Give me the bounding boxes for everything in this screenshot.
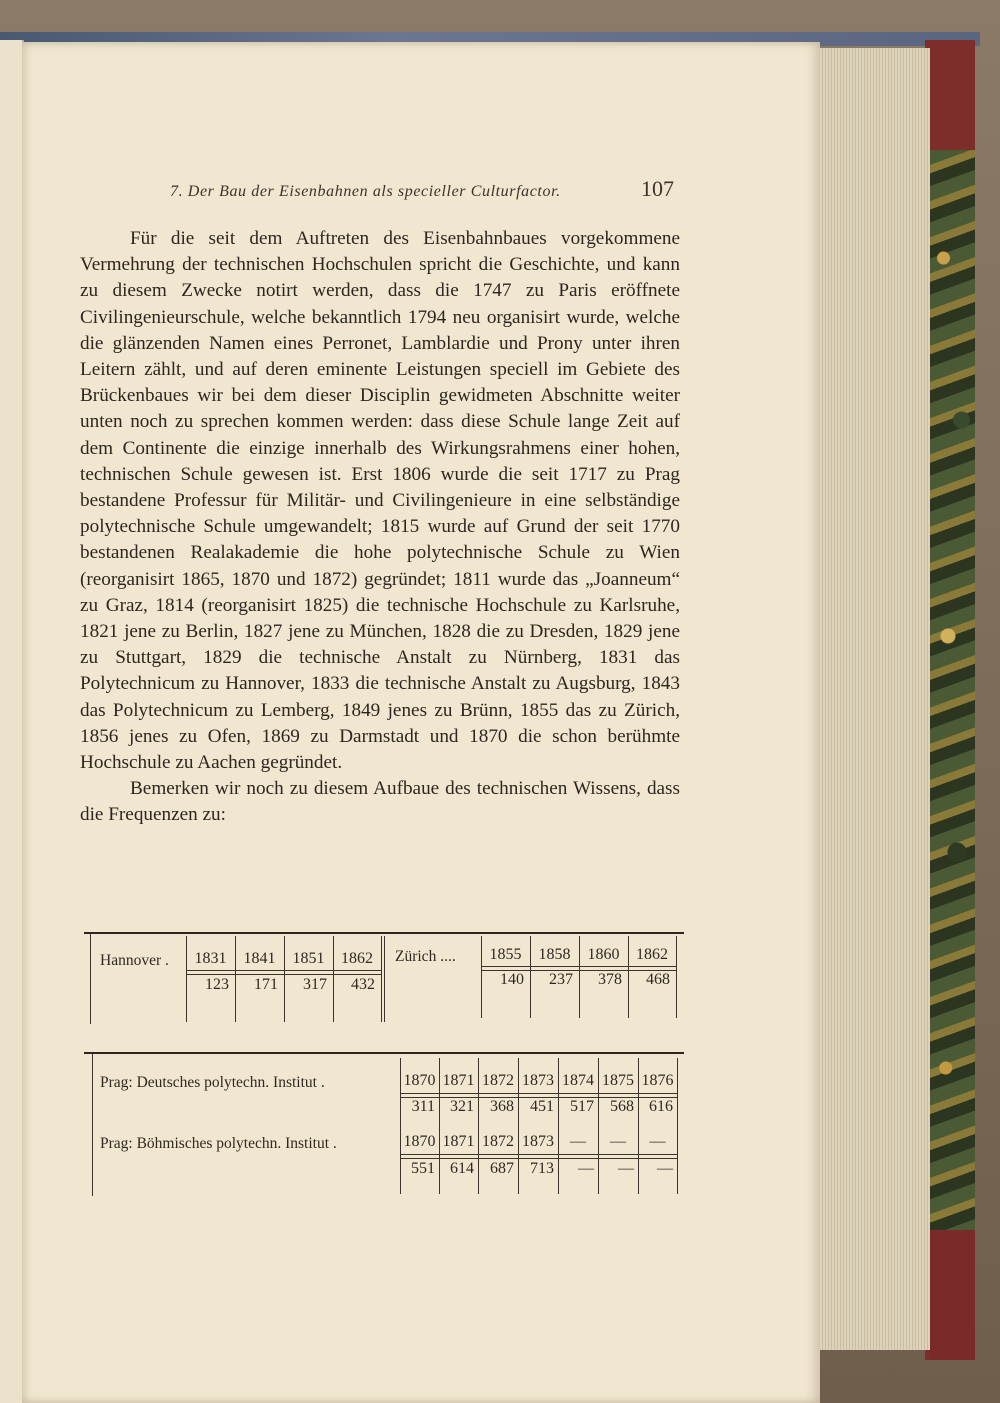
running-head: 7. Der Bau der Eisenbahnen als specieller Culturfactor.	[170, 183, 561, 200]
zuerich-value: 237	[549, 971, 573, 988]
paragraph-1: Für die seit dem Auftreten des Eisenbahnbaues vorgekommene Vermehrung der technischen Hochschulen spricht die Geschichte, und kann zu diesem Zwecke notirt werden, dass die 1747 zu Paris eröffnete Civilingenieurschule, welche bekanntlich 1794 neu organisirt wurde, welche die glänzenden Namen eines Perronet, Lamblardie und Prony unter ihren Leitern zählt, und auf deren eminente Leistungen speciell im Gebiete des Brückenbaues wir bei dem dieser Disciplin gewidmeten Abschnitte weiter unten noch zu sprechen kommen werden: dass diese Schule lange Zeit auf dem Continente die einzige innerhalb des Wirkungsrahmens einer hohen, technischen Schule gewesen ist. Erst 1806 wurde die seit 1717 zu Prag bestandene Professur für Militär- und Civilingenieure in eine selbständige polytechnische Schule umgewandelt; 1815 wurde auf Grund der seit 1770 bestandenen Realakademie die hohe polytechnische Schule zu Wien (reorganisirt 1865, 1870 und 1872) gegründet; 1811 wurde das „Joanneum“ zu Graz, 1814 (reorganisirt 1825) die technische Hochschule zu Karlsruhe, 1821 jene zu Berlin, 1827 jene zu München, 1828 die zu Dresden, 1829 jene zu Stuttgart, 1829 die technische Anstalt zu Nürnberg, 1831 das Polytechnicum zu Hannover, 1833 die technische Anstalt zu Augsburg, 1843 das Polytechnicum zu Lemberg, 1849 jenes zu Brünn, 1855 das zu Zürich, 1856 jenes zu Ofen, 1869 zu Darmstadt und 1870 die schon berühmte Hochschule zu Aachen gegründet.	[80, 228, 680, 774]
zuerich-year: 1858	[538, 946, 571, 963]
prag-value: 551	[411, 1160, 435, 1177]
paragraph-2: Bemerken wir noch zu diesem Aufbaue des technischen Wissens, dass die Frequenzen zu:	[80, 778, 680, 826]
hannover-value: 171	[254, 976, 278, 993]
hannover-value: 432	[351, 976, 375, 993]
zuerich-column-rule	[676, 936, 677, 1018]
zuerich-label: Zürich ....	[395, 948, 456, 965]
prag-value: 687	[490, 1160, 514, 1177]
prag-value: 713	[530, 1160, 554, 1177]
prag-year: —	[570, 1133, 586, 1150]
prag-value: 451	[530, 1098, 554, 1115]
table1-left-border	[90, 934, 91, 1024]
page-number: 107	[641, 176, 674, 201]
table1-top-rule	[84, 932, 684, 934]
zuerich-double-rule	[481, 966, 676, 971]
hannover-year: 1831	[194, 950, 227, 967]
prag-value: 321	[450, 1098, 474, 1115]
hannover-label: Hannover .	[100, 952, 169, 969]
zuerich-column-rule	[530, 936, 531, 1018]
body-text	[80, 226, 680, 829]
zuerich-value: 140	[500, 971, 524, 988]
hannover-double-rule	[186, 970, 381, 975]
prag-year: 1871	[442, 1133, 475, 1150]
prag-year: 1876	[641, 1072, 674, 1089]
hannover-year: 1841	[243, 950, 276, 967]
zuerich-year: 1862	[636, 946, 668, 963]
marbled-endpaper	[930, 150, 975, 1230]
prag-column-rule	[558, 1058, 559, 1194]
zuerich-value: 378	[598, 971, 622, 988]
prag-column-rule	[598, 1058, 599, 1194]
prag-value: 368	[490, 1098, 514, 1115]
table2-left-border	[92, 1054, 93, 1196]
prag-row-label: Prag: Böhmisches polytechn. Institut .	[100, 1135, 337, 1152]
prag-year: 1875	[602, 1072, 634, 1089]
table2-top-rule	[84, 1052, 684, 1054]
table1-divider	[384, 936, 385, 1022]
prag-year: 1873	[522, 1133, 554, 1150]
prag-column-rule	[638, 1058, 639, 1194]
prag-year: 1870	[403, 1072, 436, 1089]
prag-year: 1872	[482, 1072, 514, 1089]
prag-year: 1870	[403, 1133, 436, 1150]
prag-year: 1873	[522, 1072, 554, 1089]
prag-value: 616	[649, 1098, 673, 1115]
prag-row-label: Prag: Deutsches polytechn. Institut .	[100, 1074, 325, 1091]
hannover-column-rule	[186, 936, 187, 1022]
hannover-column-rule	[284, 936, 285, 1022]
prag-double-rule	[400, 1154, 677, 1159]
hannover-year: 1862	[341, 950, 373, 967]
prag-year: 1872	[482, 1133, 514, 1150]
hannover-column-rule	[235, 936, 236, 1022]
prag-year: 1871	[442, 1072, 475, 1089]
prag-value: —	[657, 1160, 673, 1177]
prag-value: 517	[570, 1098, 594, 1115]
zuerich-year: 1855	[489, 946, 522, 963]
prag-value: —	[618, 1160, 634, 1177]
hannover-year: 1851	[292, 950, 325, 967]
prag-column-rule	[439, 1058, 440, 1194]
prag-value: 614	[450, 1160, 474, 1177]
hannover-column-rule	[333, 936, 334, 1022]
prag-year: —	[610, 1133, 626, 1150]
prag-column-rule	[478, 1058, 479, 1194]
zuerich-column-rule	[579, 936, 580, 1018]
page-edges	[818, 48, 930, 1350]
prag-value: —	[578, 1160, 594, 1177]
prag-column-rule	[518, 1058, 519, 1194]
hannover-value: 317	[303, 976, 327, 993]
zuerich-value: 468	[646, 971, 670, 988]
book-binding-bottom	[930, 1230, 975, 1360]
zuerich-year: 1860	[587, 946, 620, 963]
prag-year: 1874	[562, 1072, 594, 1089]
prag-value: 311	[411, 1098, 435, 1115]
prag-double-rule	[400, 1093, 677, 1098]
prag-year: —	[649, 1133, 666, 1150]
facing-page-sliver	[0, 40, 24, 1403]
prag-column-rule	[677, 1058, 678, 1194]
zuerich-column-rule	[628, 936, 629, 1018]
zuerich-column-rule	[481, 936, 482, 1018]
prag-column-rule	[400, 1058, 401, 1194]
hannover-column-rule	[381, 936, 382, 1022]
hannover-value: 123	[205, 976, 229, 993]
prag-value: 568	[610, 1098, 634, 1115]
